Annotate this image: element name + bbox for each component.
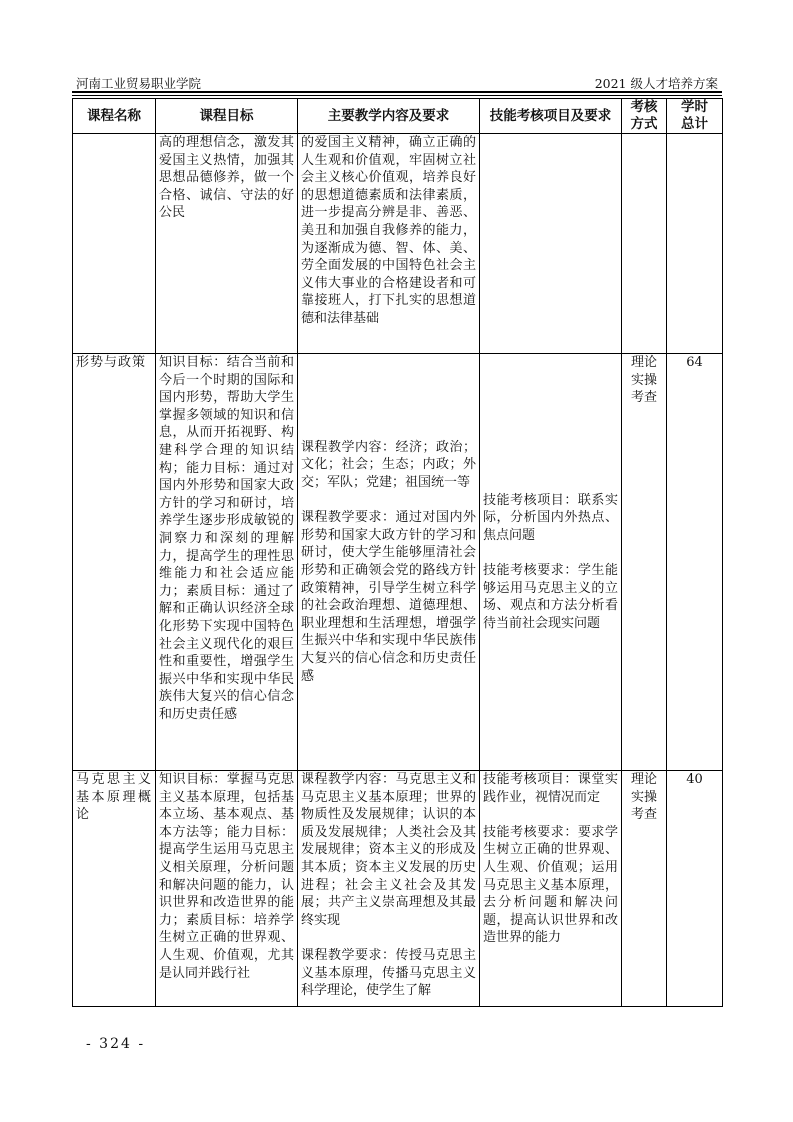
course-name-cell: 马克思主义基本原理概论 (73, 771, 156, 1007)
page-number: - 324 - (86, 1036, 146, 1052)
course-table (72, 98, 723, 1007)
skill-requirement-paragraph: 技能考核要求：要求学生树立正确的世界观、人生观、价值观；运用马克思主义基本原理，去分析问题和解决问题，提高认识世界和改造世界的能力 (483, 824, 618, 946)
teaching-content-paragraph: 课程教学内容：经济；政治；文化；社会；生态；内政；外交；军队；党建；祖国统一等 (301, 439, 476, 491)
total-hours-cell: 64 (667, 354, 723, 771)
course-goal-cell: 知识目标：结合当前和今后一个时期的国际和国内形势，帮助大学生掌握多领域的知识和信息，从而开拓视野、构建科学合理的知识结构；能力目标：通过对国内外形势和国家大政方针的学习和研讨，培养学生逐步形成敏锐的洞察力和深刻的理解力，提高学生的理性思维能力和社会适应能力；素质目标：通过了解和正确认识经济全球化形势下实现中国特色社会主义现代化的艰巨性和重要性，增强学生振兴中华和实现中华民族伟大复兴的信心信念和历史责任感 (156, 354, 298, 771)
column-header-total-hours: 学时 总计 (667, 99, 723, 134)
column-header-course-name: 课程名称 (73, 99, 156, 134)
column-header-skill-assessment: 技能考核项目及要求 (480, 99, 622, 134)
skill-assessment-cell (480, 771, 622, 1007)
teaching-requirement-paragraph: 课程教学要求：传授马克思主义基本原理，传播马克思主义科学理论，使学生了解 (301, 947, 476, 999)
assessment-method-cell: 理论实操考查 (622, 354, 667, 771)
total-hours-cell (667, 134, 723, 354)
teaching-requirement-paragraph: 课程教学要求：通过对国内外形势和国家大政方针的学习和研讨，使大学生能够厘清社会形势和正确领会党的路线方针政策精神，引导学生树立科学的社会政治理想、道德理想、职业理想和生活理想，增强学生振兴中华和实现中华民族伟大复兴的信心信念和历史责任感 (301, 510, 476, 684)
skill-item-paragraph: 技能考核项目：课堂实践作业，视情况而定 (483, 772, 618, 805)
skill-requirement-paragraph: 技能考核要求：学生能够运用马克思主义的立场、观点和方法分析看待当前社会现实问题 (483, 563, 618, 631)
header-school-name: 河南工业贸易职业学院 (76, 76, 202, 91)
course-goal-cell: 知识目标：掌握马克思主义基本原理，包括基本立场、基本观点、基本方法等；能力目标：提高学生运用马克思主义相关原理，分析问题和解决问题的能力，认识世界和改造世界的能力；素质目标：培养学生树立正确的世界观、人生观、价值观，尤其是认同并践行社 (156, 771, 298, 1007)
teaching-content-cell (298, 354, 480, 771)
column-header-course-goal: 课程目标 (156, 99, 298, 134)
skill-item-paragraph: 技能考核项目：联系实际，分析国内外热点、焦点问题 (483, 492, 618, 543)
header-rule-thick (72, 91, 722, 93)
assessment-method-cell: 理论实操考查 (622, 771, 667, 1007)
teaching-content-cell (298, 771, 480, 1007)
skill-assessment-cell (480, 354, 622, 771)
table-row (73, 354, 723, 771)
column-header-assessment-method: 考核 方式 (622, 99, 667, 134)
teaching-content-paragraph: 的爱国主义精神，确立正确的人生观和价值观，牢固树立社会主义核心价值观，培养良好的思想道德素质和法律素质，进一步提高分辨是非、善恶、美丑和加强自我修养的能力，为逐渐成为德、智、体、美、劳全面发展的中国特色社会主义伟大事业的合格建设者和可靠接班人，打下扎实的思想道德和法律基础 (301, 135, 476, 326)
header-document-title: 2021 级人才培养方案 (594, 76, 718, 91)
teaching-content-cell (298, 134, 480, 354)
table-row (73, 771, 723, 1007)
course-name-cell (73, 134, 156, 354)
teaching-content-paragraph: 课程教学内容：马克思主义和马克思主义基本原理；世界的物质性及发展规律；认识的本质及发展规律；人类社会及其发展规律；资本主义的形成及其本质；资本主义发展的历史进程；社会主义社会及其发展；共产主义崇高理想及其最终实现 (301, 772, 476, 928)
table-header-row (73, 99, 723, 134)
skill-assessment-cell (480, 134, 622, 354)
header-rule-thin (72, 95, 722, 96)
course-name-cell: 形势与政策 (73, 354, 156, 771)
course-goal-cell: 高的理想信念，激发其爱国主义热情，加强其思想品德修养，做一个合格、诚信、守法的好公民 (156, 134, 298, 354)
column-header-teaching-content: 主要教学内容及要求 (298, 99, 480, 134)
assessment-method-cell (622, 134, 667, 354)
total-hours-cell: 40 (667, 771, 723, 1007)
table-row (73, 134, 723, 354)
